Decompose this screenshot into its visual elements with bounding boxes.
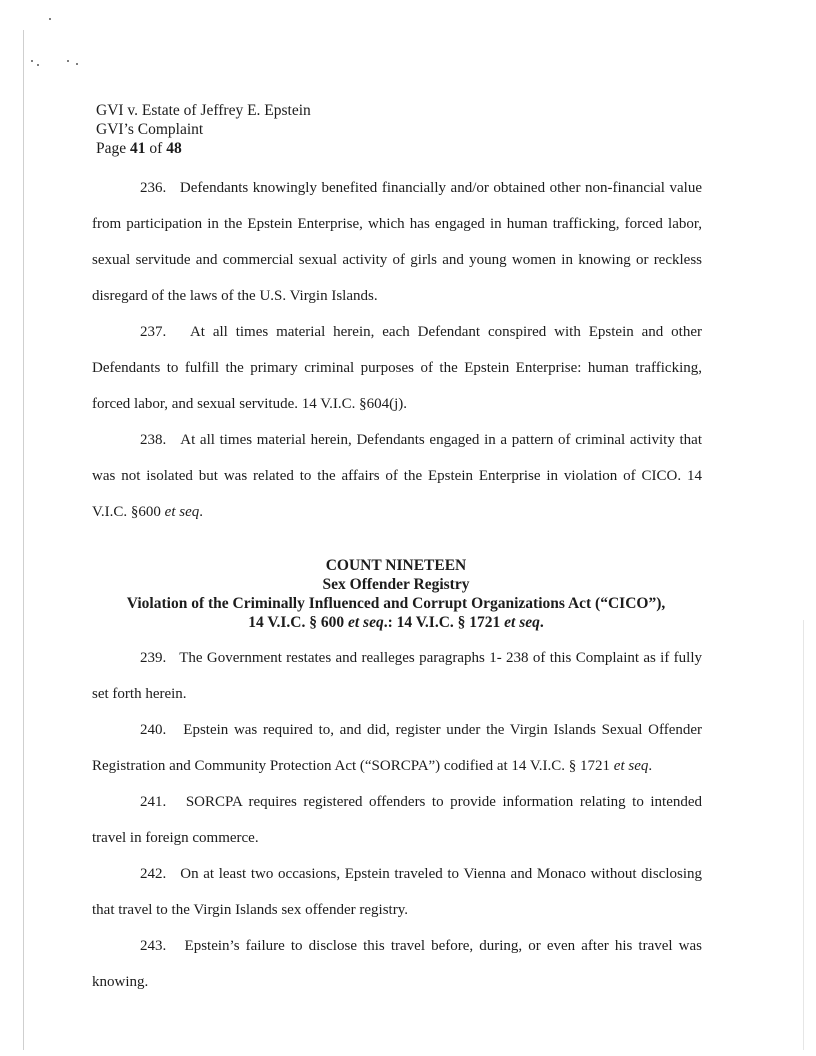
scan-edge-right	[803, 620, 804, 1050]
count-citation	[96, 613, 696, 632]
paragraph-italic: et seq	[613, 758, 649, 774]
citation-part: .: 14 V.I.C. § 1721	[383, 614, 505, 631]
paragraph-243	[92, 928, 702, 1000]
paragraph-237	[92, 314, 702, 422]
paragraph-tail: .	[648, 758, 653, 774]
scan-speck	[31, 60, 33, 62]
paragraph-number: 236.	[140, 180, 167, 196]
citation-part: .	[539, 614, 544, 631]
paragraph-number: 238.	[140, 432, 167, 448]
count-violation: Violation of the Criminally Influenced and Corrupt Organizations Act (“CICO”),	[126, 595, 666, 612]
paragraph-number: 243.	[140, 938, 167, 954]
paragraph-text: On at least two occasions, Epstein traveled to Vienna and Monaco without disclosing that travel to the Virgin Islands sex offender registry.	[92, 866, 702, 918]
paragraph-text: The Government restates and realleges paragraphs 1- 238 of this Complaint as if fully set forth herein.	[92, 650, 702, 702]
paragraph-number: 240.	[140, 722, 167, 738]
paragraph-242	[92, 856, 702, 928]
paragraph-241	[92, 784, 702, 856]
count-title: COUNT NINETEEN	[325, 557, 467, 574]
document-name: GVI’s Complaint	[96, 121, 204, 138]
page-total: 48	[166, 140, 182, 157]
citation-italic: et seq	[348, 614, 384, 631]
scan-speck	[37, 64, 39, 66]
case-title: GVI v. Estate of Jeffrey E. Epstein	[96, 102, 311, 119]
scan-edge-left	[23, 30, 24, 1050]
paragraph-240	[92, 712, 702, 784]
page-prefix: Page	[96, 140, 131, 157]
paragraph-number: 242.	[140, 866, 167, 882]
paragraph-236	[92, 170, 702, 314]
page-current: 41	[130, 140, 146, 157]
paragraph-number: 239.	[140, 650, 167, 666]
paragraph-italic: et seq	[164, 504, 200, 520]
paragraph-number: 237.	[140, 324, 167, 340]
document-header	[96, 101, 311, 158]
count-subtitle: Sex Offender Registry	[322, 576, 470, 593]
page-number	[96, 139, 311, 158]
paragraph-text: At all times material herein, each Defendant conspired with Epstein and other Defendants to fulfill the primary criminal purposes of the Epstein Enterprise: human trafficking, forced labor, and sexual servitude. 14 V.I.C. §604(j).	[92, 324, 702, 412]
paragraph-number: 241.	[140, 794, 167, 810]
paragraph-text: SORCPA requires registered offenders to provide information relating to intended travel in foreign commerce.	[92, 794, 703, 846]
paragraph-text: Epstein was required to, and did, register under the Virgin Islands Sexual Offender Registration and Community Protection Act (“SORCPA”) codified at 14 V.I.C. § 1721	[92, 722, 703, 774]
scan-speck	[49, 18, 51, 20]
page-of: of	[145, 140, 167, 157]
citation-italic: et seq	[504, 614, 540, 631]
paragraph-239	[92, 640, 702, 712]
paragraph-tail: .	[199, 504, 203, 520]
citation-part: 14 V.I.C. § 600	[248, 614, 348, 631]
paragraph-text: At all times material herein, Defendants engaged in a pattern of criminal activity that was not isolated but was related to the affairs of the Epstein Enterprise in violation of CICO. 14 V.I.C. §600	[92, 432, 703, 520]
scan-speck	[76, 63, 78, 65]
paragraph-text: Epstein’s failure to disclose this travel before, during, or even after his travel was knowing.	[92, 938, 702, 990]
paragraph-238	[92, 422, 702, 530]
scan-speck	[67, 60, 69, 62]
count-heading	[96, 556, 696, 632]
paragraph-text: Defendants knowingly benefited financially and/or obtained other non-financial value from participation in the Epstein Enterprise, which has engaged in human trafficking, forced labor, sexual servitude and commercial sexual activity of girls and young women in knowing or reckless disregard of the laws of the U.S. Virgin Islands.	[92, 180, 703, 304]
